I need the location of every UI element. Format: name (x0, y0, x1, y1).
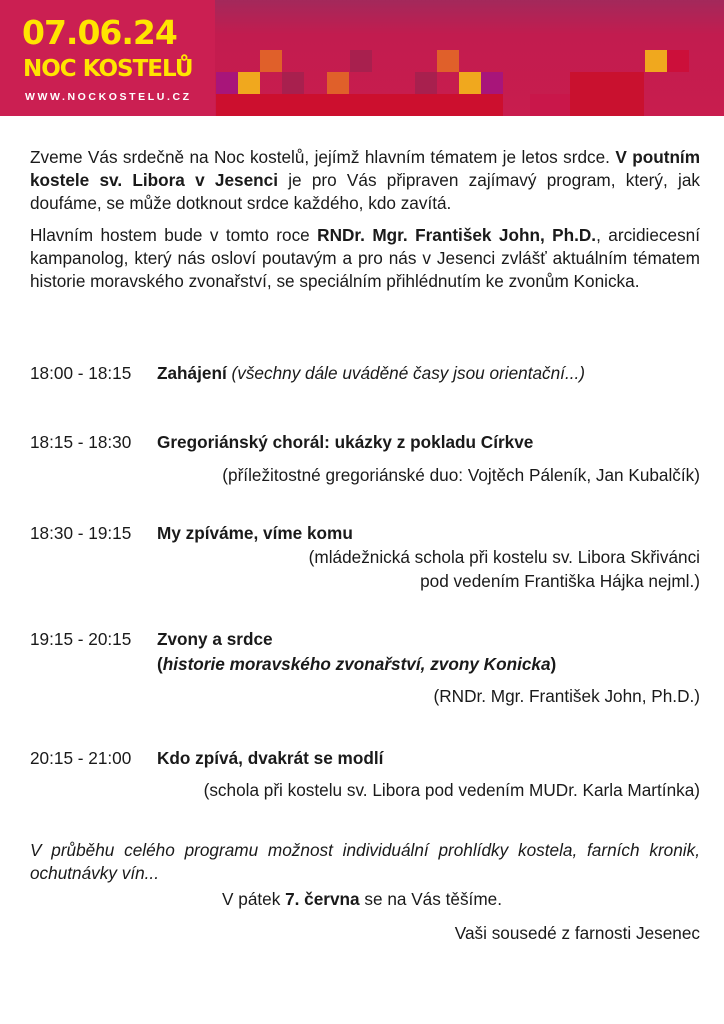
program-item (30, 522, 700, 592)
program-item (30, 747, 700, 807)
invitation-line (0, 889, 724, 910)
program-performers: (RNDr. Mgr. František John, Ph.D.) (433, 686, 700, 706)
banner-pixel (282, 72, 304, 94)
intro-paragraph-1 (30, 146, 700, 215)
program-item (30, 431, 700, 485)
banner-pixel (415, 72, 437, 94)
program-performers: (schola při kostelu sv. Libora pod vedením MUDr. Karla Martínka) (203, 780, 700, 800)
program-time: 18:15 - 18:30 (30, 432, 132, 452)
paren: ) (550, 654, 557, 674)
intro-text: Zveme Vás srdečně na Noc kostelů, jejímž hlavním tématem je letos srdce. (30, 147, 616, 167)
banner-red-block (530, 94, 570, 116)
invitation-text: V pátek (222, 889, 286, 909)
banner-pixel (260, 50, 282, 72)
program-subtitle (157, 653, 556, 676)
invitation-date: 7. června (285, 889, 360, 909)
banner-pixel (645, 50, 667, 72)
program-time: 18:00 - 18:15 (30, 363, 132, 383)
program-item (30, 628, 700, 708)
event-website-link[interactable]: WWW.NOCKOSTELU.CZ (25, 91, 192, 103)
intro-text: je pro Vás připraven zajímavý program, který, jak doufáme, se může dotknout srdce každého, kdo zavítá. (30, 170, 700, 213)
banner-pixel (481, 72, 503, 94)
program-title-text: Zahájení (157, 363, 227, 383)
guest-name: RNDr. Mgr. František John, Ph.D. (317, 225, 597, 245)
banner-pixel (216, 72, 238, 94)
intro-section (30, 146, 700, 293)
program-performers: (mládežnická schola při kostelu sv. Libora Skřivánci (308, 547, 700, 567)
paren: ( (157, 654, 163, 674)
banner-pixel (437, 50, 459, 72)
program-time: 18:30 - 19:15 (30, 523, 132, 543)
banner-red-block (570, 72, 644, 116)
closing-note: V průběhu celého programu možnost individuální prohlídky kostela, farních kronik, ochutnávky vín... (30, 840, 700, 883)
event-banner (0, 0, 724, 116)
intro-paragraph-2 (30, 224, 700, 293)
venue-name: V poutním kostele sv. Libora v Jesenci (30, 147, 700, 190)
program-title (157, 362, 585, 385)
intro-text: Hlavním hostem bude v tomto roce (30, 225, 318, 245)
program-title: Kdo zpívá, dvakrát se modlí (157, 748, 384, 768)
program-title: Gregoriánský chorál: ukázky z pokladu Církve (157, 432, 534, 452)
program-time: 20:15 - 21:00 (30, 748, 132, 768)
program-performers: pod vedením Františka Hájka nejml.) (420, 571, 700, 591)
banner-pixel (459, 72, 481, 94)
invitation-text: se na Vás těšíme. (359, 889, 502, 909)
intro-text: , arcidiecesní kampanolog, který nás osloví poutavým a pro nás v Jesenci zvlášť aktuálním tématem historie moravského zvonařství, se speciálním přihlédnutím ke zvonům Konicka. (30, 225, 700, 291)
program-title: My zpíváme, víme komu (157, 523, 353, 543)
program-subtitle-text: historie moravského zvonařství, zvony Konicka (162, 654, 551, 674)
banner-pixel (667, 50, 689, 72)
program-title: Zvony a srdce (157, 629, 273, 649)
program-performers: (příležitostné gregoriánské duo: Vojtěch Páleník, Jan Kubalčík) (222, 465, 700, 485)
signature: Vaši sousedé z farnosti Jesenec (454, 923, 700, 943)
banner-pixel (327, 72, 349, 94)
banner-red-strip (216, 94, 503, 116)
event-date: 07.06.24 (22, 13, 177, 52)
banner-pixel (350, 50, 372, 72)
event-title: NOC KOSTELŮ (23, 56, 193, 82)
program-time: 19:15 - 20:15 (30, 629, 132, 649)
banner-pixel (238, 72, 260, 94)
program-note: (všechny dále uváděné časy jsou orientační...) (226, 363, 586, 383)
